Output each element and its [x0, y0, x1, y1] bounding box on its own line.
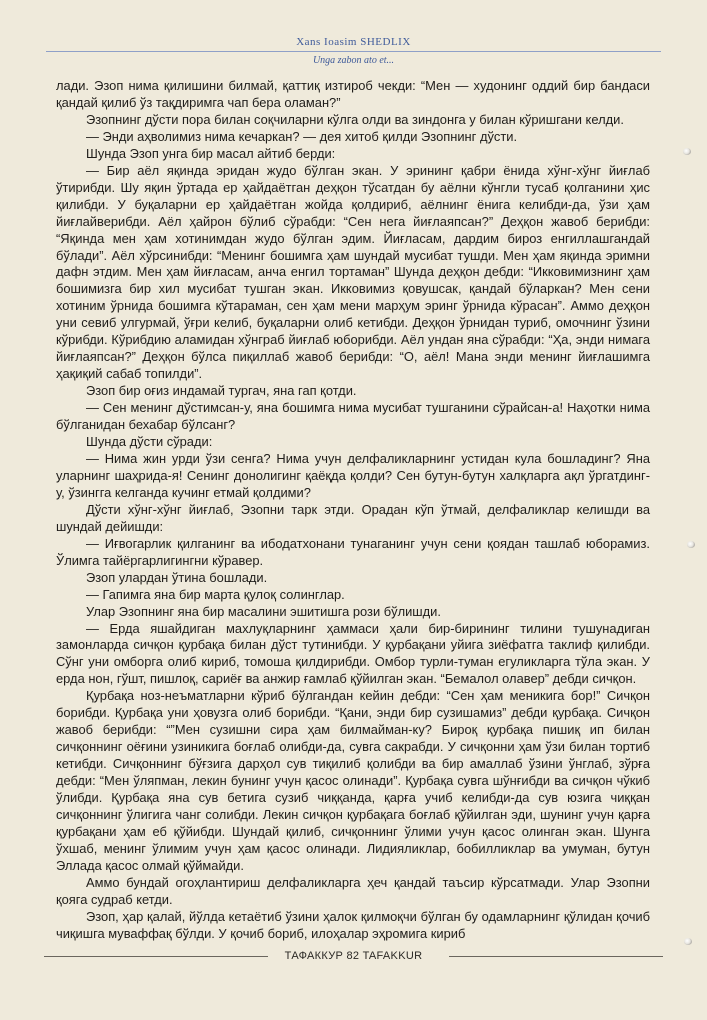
paragraph: — Ерда яшайдиган махлуқларнинг ҳаммаси ҳали бир-бирининг тилини тушунадиган замонларда сичқон қурбақа билан дўст тутинибди. У қурбақани уйига зиёфатга таклиф қилибди. Сўнг уни омборга олиб кириб, томоша қилдирибди. Омбор турли-туман егуликларга тўла экан. У ерда нон, гўшт, пишлоқ, сариёғ ва анжир ғамлаб қўйилган экан. “Бемалол олавер” дебди сичқон. — [56, 620, 650, 687]
punch-hole-mark — [687, 541, 695, 548]
running-head-rule — [46, 51, 661, 52]
paragraph: Улар Эзопнинг яна бир масалини эшитишга рози бўлишди. — [86, 603, 441, 619]
paragraph: Эзоп улардан ўтина бошлади. — [86, 569, 268, 585]
paragraph: Шунда дўсти сўради: — [86, 434, 213, 450]
paragraph: — Гапимга яна бир марта қулоқ солинглар. — [86, 586, 345, 602]
paragraph: Эзоп бир оғиз индамай тургач, яна гап қотди. — [86, 383, 357, 399]
punch-hole-mark — [684, 938, 692, 945]
paragraph: Қурбақа ноз-неъматларни кўриб бўлгандан кейин дебди: “Сен ҳам меникига бор!” Сичқон борибди. Қурбақа уни ҳовузга олиб борибди. “Қани, энди бир сузишамиз” дебди қурбақа. Сичқон жавоб берибди: “”Мен сузишни сира ҳам билмайман-ку? Бироқ қурбақа пишиқ ип билан сичқоннинг оёғини узиникига боғлаб олибди-да, сувга сакрабди. У сичқонни ҳам ўзи билан тортиб кетибди. Сичқоннинг бўғзига дарҳол сув тиқилиб қолибди ва бир амаллаб ўзини ўнглаб, зўрға дебди: “Мен ўляпман, лекин бунинг учун қасос олинади”. Қурбақа сувга шўнғибди ва сичқон чўкиб ўлибди. Қурбақа яна сув бетига сузиб чиққанда, қарға учиб келибди-да сув юзига чиққан сичқоннинг ўлигига чанг солибди. Лекин сичқон қурбақага боғлаб қўйилган эди, шунинг учун қарға қурбақани ҳам еб қўйибди. Шундай қилиб, сичқоннинг ўлими учун қасос олинган экан. Шунга ўхшаб, менинг ўлимим учун ҳам қасос олинади. Лидияликлар, бобилликлар ва умуман, бутун Эллада қасос олмай қўймайди. — [56, 688, 650, 873]
page-footer — [44, 949, 663, 963]
paragraph: — Иғвогарлик қилганинг ва ибодатхонани тунаганинг учун сени қоядан ташлаб юборамиз. Ўлимга тайёргарлигингни кўравер. — [56, 535, 650, 568]
footer-page-label: ТАФАККУР 82 TAFAKKUR — [284, 950, 423, 962]
article-body — [56, 78, 650, 943]
paragraph: — Сен менинг дўстимсан-у, яна бошимга нима мусибат тушганини сўрайсан-а! Наҳотки нима бўлганидан бехабар бўлсанг? — [56, 400, 650, 433]
paragraph: — Бир аёл яқинда эридан жудо бўлган экан. У эрининг қабри ёнида хўнг-хўнг йиғлаб ўтирибди. Шу яқин ўртада ер ҳайдаётган деҳқон тўсатдан бу аёлни кўнгли тусаб қолганини ҳис қилибди. У буқаларни ер ҳайдаётган жойда қолдириб, аёлнинг ёнига келибди-да, ўзи ҳам йиғлайверибди. Аёл ҳайрон бўлиб сўрабди: “Сен нега йиғлаяпсан?” Деҳқон жавоб берибди: “Яқинда мен ҳам хотинимдан жудо бўлган эдим. Йиғласам, дардим бироз енгиллашгандай бўлади”. Аёл хўрсинибди: “Менинг бошимга ҳам шундай мусибат тушди. Мен ҳам яқинда эримни дафн этдим. Мен ҳам йиғласам, анча енгил тортаман” Шунда деҳқон дебди: “Икковимизнинг ҳам бошимизга бир хил мусибат тушган экан. Икковимиз қовушсак, қандай бўларкан? Мен сени хотиним ўрнида бошимга кўтараман, сен ҳам мени марҳум эринг ўрнида кўрасан”. Аммо деҳқон уни севиб улгурмай, ўғри келиб, буқаларни олиб кетибди. Деҳқон ўрнидан туриб, омочнинг ўзини кўрибди. Кўрибдию аламидан хўнграб йиғлаб юборибди. Аёл ундан яна сўрабди: “Ҳа, энди нимага йиғлаяпсан?” Деҳқон бўлса пиқиллаб жавоб берибди: “О, аёл! Мана энди менинг йиғлашимга ҳақиқий сабаб топилди”. — [56, 162, 650, 382]
paragraph: Эзоп, ҳар қалай, йўлда кетаётиб ўзини ҳалок қилмоқчи бўлган бу одамларнинг қўлидан қочиб чиқишга муваффақ бўлди. У қочиб бориб, илоҳалар эҳромига кириб — [56, 908, 650, 941]
paragraph: — Нима жин урди ўзи сенга? Нима учун делфаликларнинг устидан кула бошладинг? Яна уларнинг шаҳрида-я! Сенинг донолигинг қаёқда қолди? Сен бутун-бутун халқларга ақл ўргатдинг-у, ўзингга келганда кучинг етмай қолдими? — [56, 450, 650, 500]
paragraph: Шунда Эзоп унга бир масал айтиб берди: — [86, 145, 336, 161]
running-head-subtitle: Unga zabon ato et... — [312, 55, 395, 66]
paragraph-continued: лади. Эзоп нима қилишини билмай, қаттиқ изтироб чекди: “Мен — худонинг оддий бир бандаси қандай қилиб ўз тақдиримга чап бера оламан?” — [56, 78, 650, 110]
punch-hole-mark — [683, 148, 691, 155]
running-head-author: Xans Ioasim SHEDLIX — [296, 36, 411, 48]
paragraph: — Энди аҳволимиз нима кечаркан? — дея хитоб қилди Эзопнинг дўсти. — [86, 128, 518, 144]
paragraph: Аммо бундай огоҳлантириш делфаликларга ҳеч қандай таъсир кўрсатмади. Улар Эзопни қояга судраб кетди. — [56, 874, 650, 907]
paragraph: Эзопнинг дўсти пора билан соқчиларни кўлга олди ва зиндонга у билан кўришгани келди. — [86, 111, 624, 127]
paragraph: Дўсти хўнг-хўнг йиғлаб, Эзопни тарк этди. Орадан кўп ўтмай, делфаликлар келишди ва шундай дейишди: — [56, 501, 650, 534]
footer-rule-right — [449, 956, 663, 957]
running-head — [0, 36, 707, 67]
